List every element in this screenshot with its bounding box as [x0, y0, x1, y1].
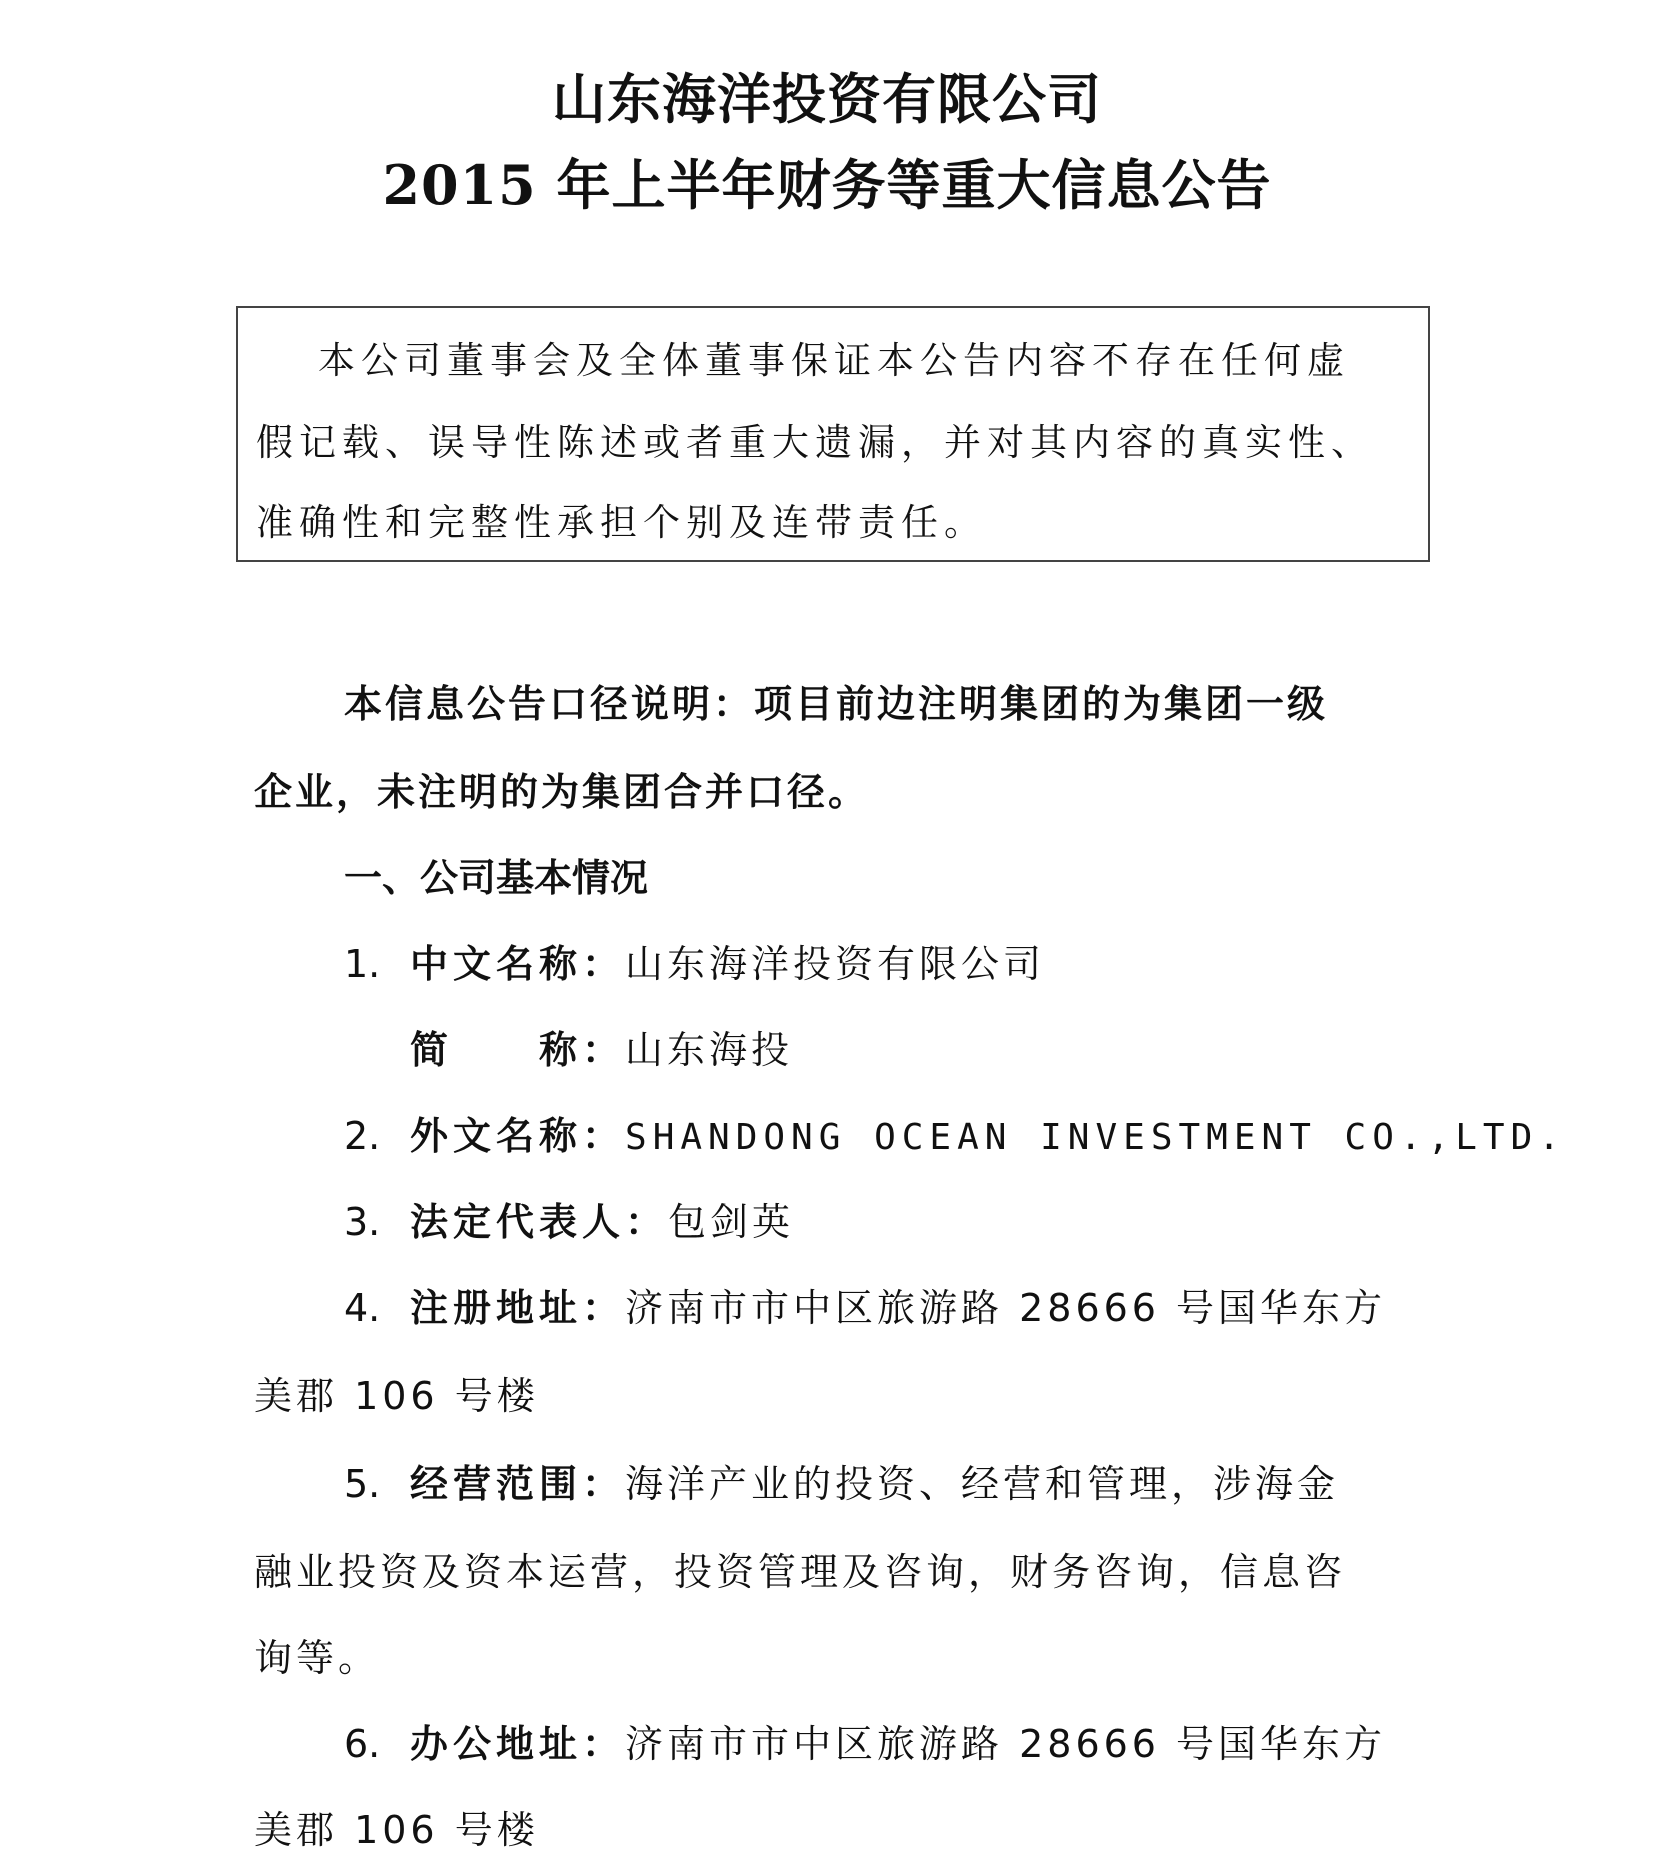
item-english-name: [344, 1110, 1566, 1164]
item-office-address-cont: 美郡 106 号楼: [254, 1808, 539, 1852]
item-office-address: [344, 1718, 1386, 1770]
item-business-scope-cont-2: 询等。: [254, 1636, 381, 1680]
item-label: 外文名称：: [410, 1113, 626, 1158]
item-label: 办公地址：: [410, 1721, 626, 1766]
item-short-name: [410, 1024, 793, 1076]
item-registered-address: [344, 1282, 1386, 1334]
item-label: 中文名称：: [410, 941, 626, 986]
title-line-1: 山东海洋投资有限公司: [552, 67, 1102, 131]
item-label: 法定代表人：: [410, 1199, 669, 1244]
section-heading-company-info: 一、公司基本情况: [344, 855, 649, 900]
title-line-2: 2015 年上半年财务等重大信息公告: [382, 153, 1272, 217]
item-value: 海洋产业的投资、经营和管理，涉海金: [625, 1462, 1340, 1506]
item-value: 济南市市中区旅游路 28666 号国华东方: [625, 1286, 1387, 1330]
item-number: 6.: [344, 1722, 381, 1766]
item-label: 简 称：: [410, 1027, 626, 1072]
item-registered-address-cont: 美郡 106 号楼: [254, 1374, 539, 1418]
item-number: 1.: [344, 942, 381, 986]
item-label: 经营范围：: [410, 1461, 626, 1506]
disclaimer-line-3: 准确性和完整性承担个别及连带责任。: [256, 501, 987, 544]
item-number: 5.: [344, 1462, 381, 1506]
item-business-scope-cont: 融业投资及资本运营，投资管理及咨询，财务咨询，信息咨: [254, 1550, 1347, 1594]
item-value: 山东海洋投资有限公司: [625, 942, 1046, 986]
item-value: 包剑英: [668, 1200, 795, 1244]
scope-note-line-2: 企业，未注明的为集团合并口径。: [254, 769, 870, 814]
item-chinese-name: [344, 938, 1045, 990]
item-value: 山东海投: [625, 1028, 794, 1072]
disclaimer-box: [236, 306, 1430, 562]
item-legal-representative: [344, 1196, 794, 1248]
scope-note-line-1: 本信息公告口径说明：项目前边注明集团的为集团一级: [344, 681, 1329, 726]
item-number: 4.: [344, 1286, 381, 1330]
disclaimer-line-1: 本公司董事会及全体董事保证本公告内容不存在任何虚: [318, 339, 1350, 382]
disclaimer-line-2: 假记载、误导性陈述或者重大遗漏，并对其内容的真实性、: [256, 421, 1374, 464]
item-value: SHANDONG OCEAN INVESTMENT CO.,LTD.: [625, 1117, 1566, 1158]
item-number: 2.: [344, 1114, 381, 1158]
item-value: 济南市市中区旅游路 28666 号国华东方: [625, 1722, 1387, 1766]
item-label: 注册地址：: [410, 1285, 626, 1330]
item-number: 3.: [344, 1200, 381, 1244]
item-business-scope: [344, 1458, 1339, 1510]
